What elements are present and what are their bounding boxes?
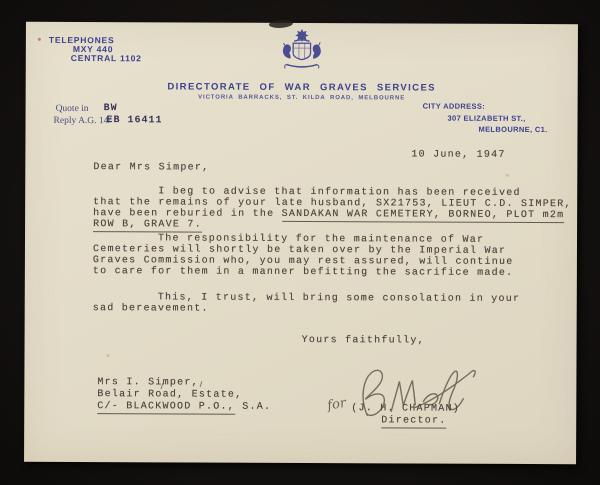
letter-document-scan (24, 22, 578, 464)
body-line: Cemeteries will shortly be taken over by the Imperial War (92, 244, 507, 257)
body-line: The responsibility for the maintenance of War (157, 233, 485, 246)
recipient-address-block (97, 377, 271, 414)
closing-salutation: Yours faithfully, (301, 335, 425, 347)
body-line: sad bereavement. (92, 303, 209, 315)
city-address-line2: MELBOURNE, C1. (478, 124, 548, 135)
body-line: This, I trust, will bring some consolation in your (157, 292, 521, 305)
reply-ref-value: EB 16411 (106, 115, 163, 127)
signed-by-name: (J. H. CHAPMAN) (351, 403, 461, 415)
phone-number-1: MXY 440 (72, 44, 114, 55)
recipient-name: Mrs I. Simper, (97, 377, 199, 389)
body-text: have been reburied in the (93, 208, 282, 221)
paragraph-3 (93, 292, 521, 316)
letter-date: 10 June, 1947 (411, 149, 506, 161)
signed-by-title: Director. (381, 415, 447, 427)
grave-location-underlined: ROW B, GRAVE 7. (93, 219, 202, 231)
handwritten-for: for (326, 395, 348, 414)
letterhead-telephones-block (49, 36, 142, 63)
letterhead-subtitle: VICTORIA BARRACKS, ST. KILDA ROAD, MELBOURNE (198, 94, 406, 102)
body-line: I beg to advise that information has been received (158, 186, 521, 199)
telephones-label: TELEPHONES (48, 34, 115, 46)
paper-fleck (107, 354, 110, 357)
reply-ref-label: Reply A.G. 14/ (53, 115, 112, 127)
paper-fleck (505, 174, 509, 177)
letterhead-title: DIRECTORATE OF WAR GRAVES SERVICES (167, 81, 436, 94)
coat-of-arms-icon (273, 27, 331, 73)
city-address-label: CITY ADDRESS: (422, 101, 486, 111)
paragraph-2 (93, 233, 514, 279)
paper-fleck (38, 38, 41, 41)
salutation: Dear Mrs Simper, (93, 162, 210, 174)
state-text: S.A. (235, 401, 272, 413)
cemetery-name-underlined: SANDAKAN WAR CEMETERY, BORNEO, PLOT m2m (281, 209, 565, 222)
city-address-line1: 307 ELIZABETH ST., (447, 113, 526, 123)
phone-number-2: CENTRAL 1102 (70, 52, 142, 64)
po-box-underlined: C/- BLACKWOOD P.O., (97, 401, 236, 413)
body-line: Graves Commission who, you may rest assured, will continue (92, 255, 514, 269)
paragraph-1 (93, 186, 572, 232)
body-line: to care for them in a manner befitting the sacrifice made. (92, 266, 514, 280)
recipient-po (97, 401, 271, 414)
quote-in-value: BW (103, 103, 118, 115)
recipient-street: Belair Road, Estate, (97, 389, 243, 401)
quote-in-label: Quote in (55, 103, 89, 115)
body-line: that the remains of your late husband, SX21753, LIEUT C.D. SIMPER, (93, 197, 572, 211)
